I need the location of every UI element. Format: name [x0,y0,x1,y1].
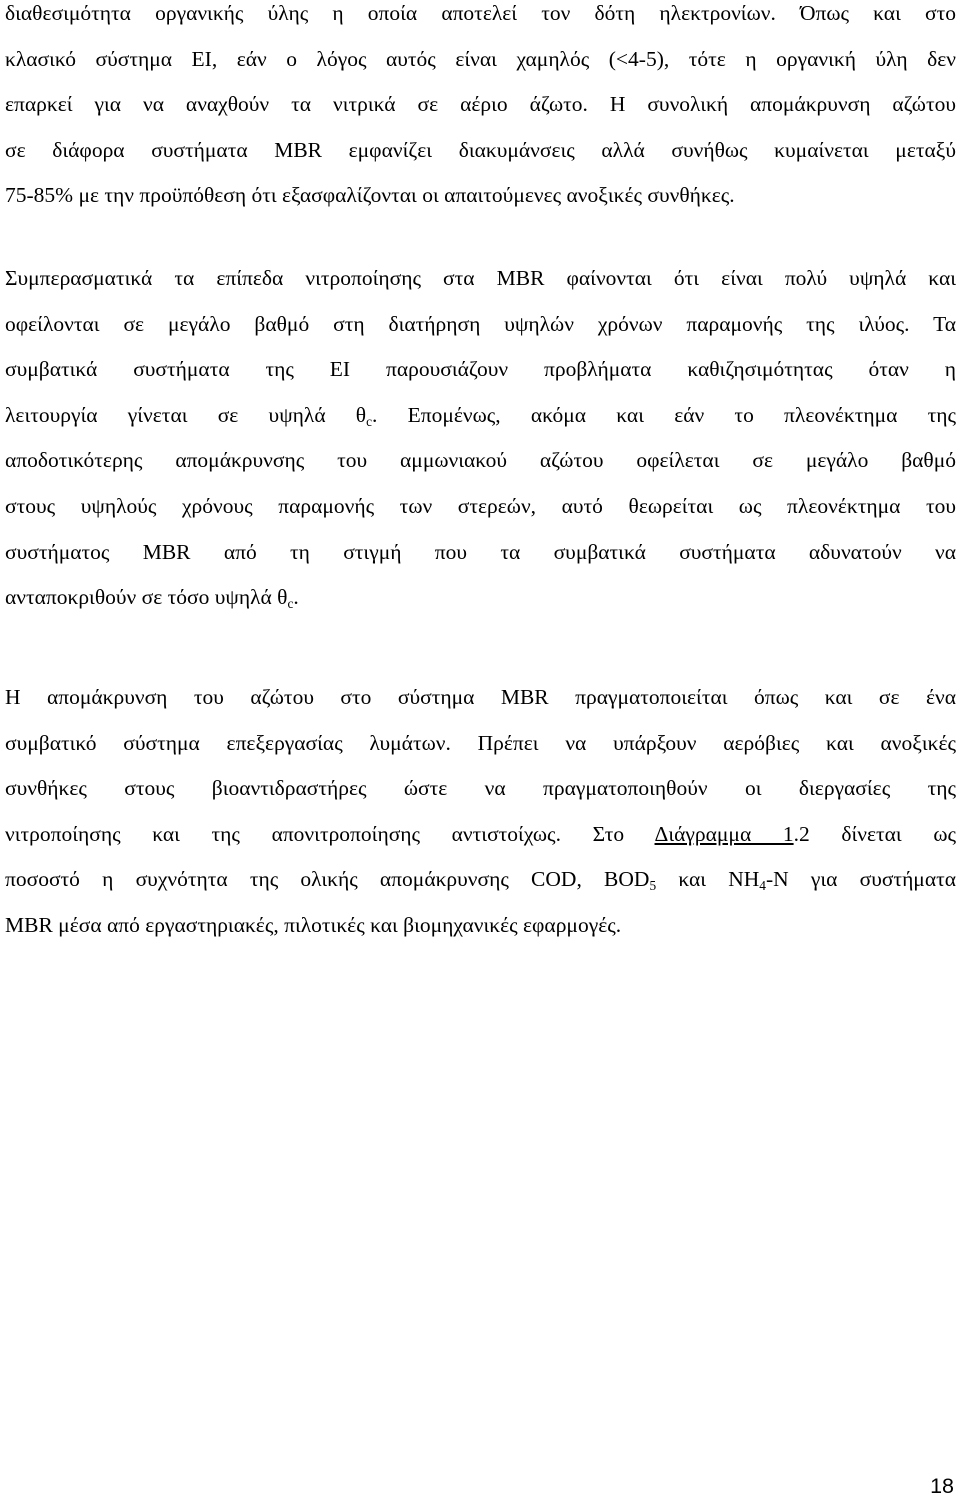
page-number: 18 [930,1474,954,1498]
paragraph-nitrogen-removal-process [5,675,956,949]
paragraph-nitrification-conclusion [5,256,956,621]
text-line: συστήματος MBR από τη στιγμή που τα συμβατικά συστήματα αδυνατούν να [5,539,956,564]
text-line: συνθήκες στους βιοαντιδραστήρες ώστε να πραγματοποιηθούν οι διεργασίες της [5,776,956,801]
subscript: c [366,413,373,429]
text-fragment: νιτροποίησης και της απονιτροποίησης αντιστοίχως. Στο [5,821,655,846]
text-line: οφείλονται σε μεγάλο βαθμό στη διατήρηση υψηλών χρόνων παραμονής της ιλύος. Τα [5,311,956,336]
text-line: διαθεσιμότητα οργανικής ύλης η οποία αποτελεί τον δότη ηλεκτρονίων. Όπως και στο [5,1,956,25]
text-line-with-subscript [5,857,956,903]
paragraph-nitrogen-removal-efficiency [5,0,956,219]
text-line-with-subscript [5,575,956,621]
text-line: κλασικό σύστημα ΕΙ, εάν ο λόγος αυτός είναι χαμηλός (<4-5), τότε η οργανική ύλη δεν [5,46,956,71]
text-line: στους υψηλούς χρόνους παραμονής των στερεών, αυτό θεωρείται ως πλεονέκτημα του [5,493,956,518]
text-line: MBR μέσα από εργαστηριακές, πιλοτικές και βιομηχανικές εφαρμογές. [5,912,622,937]
text-line: συμβατικό σύστημα επεξεργασίας λυμάτων. Πρέπει να υπάρξουν αερόβιες και ανοξικές [5,730,956,755]
text-line: αποδοτικότερης απομάκρυνσης του αμμωνιακού αζώτου οφείλεται σε μεγάλο βαθμό [5,448,956,473]
text-fragment: . [293,585,299,610]
text-line: Η απομάκρυνση του αζώτου στο σύστημα MBR πραγματοποιείται όπως και σε ένα [5,685,956,709]
text-line: 75-85% με την προϋπόθεση ότι εξασφαλίζονται οι απαιτούμενες ανοξικές συνθήκες. [5,183,735,208]
text-line: Συμπερασματικά τα επίπεδα νιτροποίησης στα MBR φαίνονται ότι είναι πολύ υψηλά και [5,266,956,290]
text-line-with-subscript [5,393,956,439]
text-fragment: ανταποκριθούν σε τόσο υψηλά θ [5,585,288,610]
text-line: συμβατικά συστήματα της ΕΙ παρουσιάζουν προβλήματα καθιζησιμότητας όταν η [5,357,956,382]
text-fragment: λειτουργία γίνεται σε υψηλά θ [5,402,367,427]
text-line-with-reference [5,812,956,858]
subscript: c [287,596,294,612]
text-fragment: ποσοστό η συχνότητα της ολικής απομάκρυνσης COD, BOD [5,867,650,892]
figure-reference-link[interactable]: Διάγραμμα 1 [654,821,794,846]
text-fragment: . Επομένως, ακόμα και εάν το πλεονέκτημα της [372,402,956,427]
subscript: 5 [649,878,657,894]
text-line: σε διάφορα συστήματα MBR εμφανίζει διακυμάνσεις αλλά συνήθως κυμαίνεται μεταξύ [5,137,956,162]
text-fragment: .2 δίνεται ως [793,821,956,846]
text-fragment: -N για συστήματα [765,867,957,892]
subscript: 4 [759,878,766,894]
text-line: επαρκεί για να αναχθούν τα νιτρικά σε αέριο άζωτο. Η συνολική απομάκρυνση αζώτου [5,92,956,117]
text-fragment: και NH [656,867,760,892]
